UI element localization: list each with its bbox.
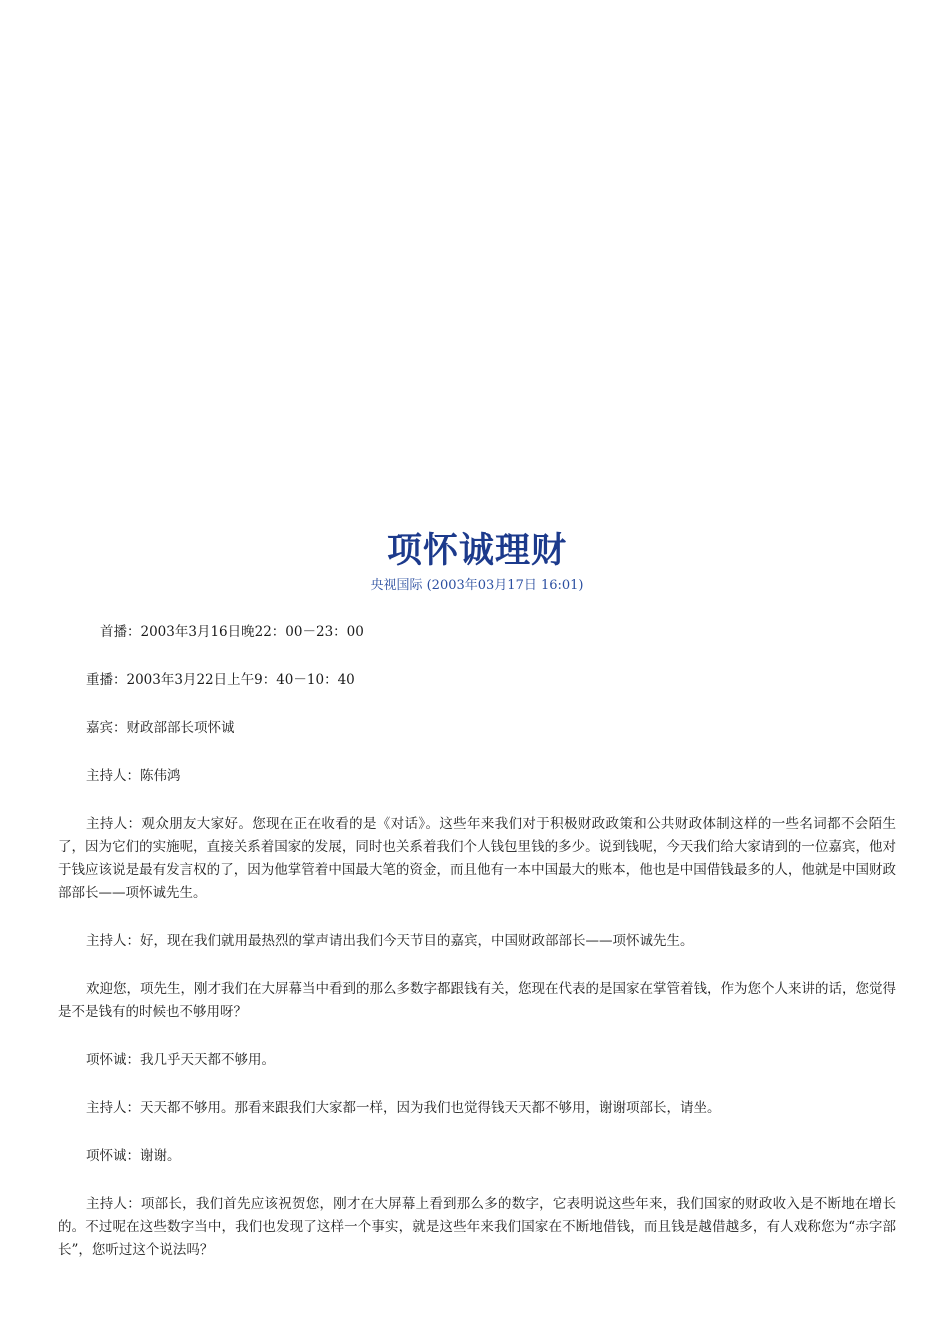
- paragraph: 项怀诚：我几乎天天都不够用。: [86, 1052, 275, 1068]
- paragraph: 主持人：观众朋友大家好。您现在正在收看的是《对话》。这些年来我们对于积极财政政策和公共财政体制这样的一些名词都不会陌生了，因为它们的实施呢，直接关系着国家的发展，同时也关系着我们个人钱包里钱的多少。说到钱呢，今天我们给大家请到的一位嘉宾，他对于钱应该说是最有发言权的了，因为他掌管着中国最大笔的资金，而且他有一本中国最大的账本，他也是中国借钱最多的人，他就是中国财政部部长——项怀诚先生。: [58, 816, 896, 901]
- article-source: 央视国际 (2003年03月17日 16:01): [370, 578, 584, 593]
- paragraph: 主持人：好，现在我们就用最热烈的掌声请出我们今天节目的嘉宾，中国财政部部长——项怀诚先生。: [86, 933, 694, 949]
- paragraph: 项怀诚：谢谢。: [86, 1148, 181, 1164]
- paragraph: 主持人：天天都不够用。那看来跟我们大家都一样，因为我们也觉得钱天天都不够用，谢谢项部长，请坐。: [86, 1100, 721, 1116]
- paragraph: 重播：2003年3月22日上午9：40－10：40: [86, 672, 355, 688]
- article-title: 项怀诚理财: [386, 531, 567, 572]
- paragraph: 嘉宾：财政部部长项怀诚: [86, 720, 235, 736]
- paragraph: 欢迎您，项先生，刚才我们在大屏幕当中看到的那么多数字都跟钱有关，您现在代表的是国家在掌管着钱，作为您个人来讲的话，您觉得是不是钱有的时候也不够用呀？: [58, 981, 896, 1020]
- article-body: [58, 621, 896, 1287]
- paragraph: 首播：2003年3月16日晚22：00－23：00: [100, 624, 364, 640]
- paragraph: 主持人：项部长，我们首先应该祝贺您，刚才在大屏幕上看到那么多的数字，它表明说这些年来，我们国家的财政收入是不断地在增长的。不过呢在这些数字当中，我们也发现了这样一个事实，就是这些年来我们国家在不断地借钱，而且钱是越借越多，有人戏称您为“赤字部长”，您听过这个说法吗？: [58, 1196, 896, 1258]
- paragraph: 主持人：陈伟鸿: [86, 768, 181, 784]
